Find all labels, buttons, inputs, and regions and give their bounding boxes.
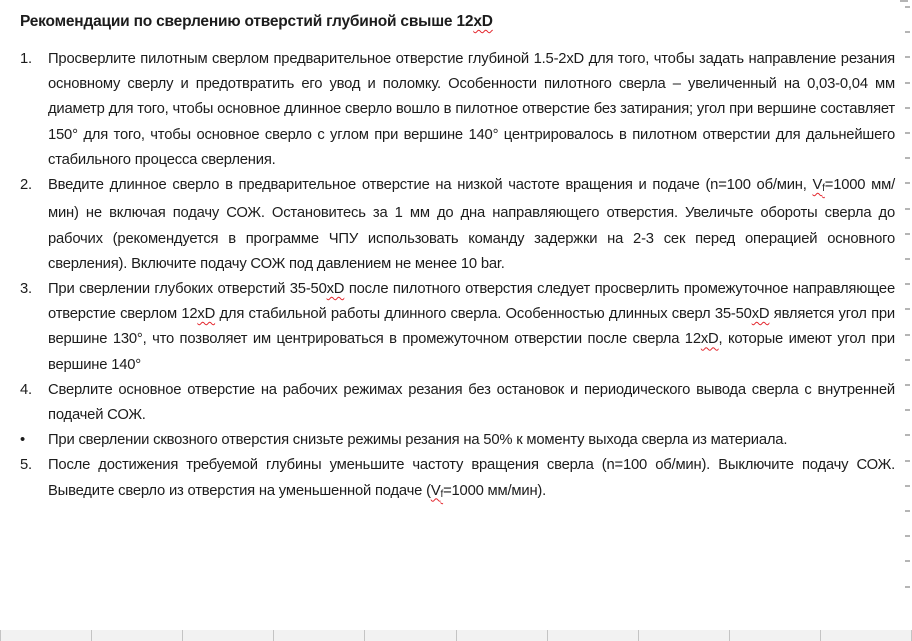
list-item xyxy=(20,378,895,428)
ruler-tick xyxy=(0,630,1,641)
edge-dash-mark xyxy=(905,283,910,285)
text-run: Введите длинное сверло в предварительное отверстие на низкой частоте вращения и подаче (n=100 об/мин, xyxy=(48,177,813,194)
edge-dash-mark xyxy=(905,535,910,537)
text-run: При сверлении сквозного отверстия снизьте режимы резания на 50% к моменту выхода сверла из материала. xyxy=(48,432,788,449)
edge-dash-mark xyxy=(905,334,910,336)
text-run: =1000 мм/мин). xyxy=(443,482,547,499)
spellcheck-flagged-text: xD xyxy=(473,13,493,30)
edge-dash-mark xyxy=(905,82,910,84)
text-run: , которые имеют угол при вершине 140° xyxy=(48,331,896,373)
number-marker: 4. xyxy=(20,381,32,398)
edge-dash-mark xyxy=(905,208,910,210)
text-run: Просверлите пилотным сверлом предварительное отверстие глубиной 1.5-2xD для того, чтобы задать направление резания основному сверлу и предотвратить его увод и поломку. Особенности пилотного сверла – увеличенный на 0,03-0,04 мм диаметр для того, чтобы основное длинное сверло вошло в пилотное отверстие без затирания; угол при вершине составляет 150° для того, чтобы основное сверло с углом при вершине 140° центрировалось в пилотном отверстии для дальнейшего стабильного процесса сверления. xyxy=(48,51,895,168)
ruler-tick xyxy=(638,630,639,641)
edge-dash-mark xyxy=(905,157,910,159)
recommendations-list xyxy=(20,47,895,507)
edge-dash-mark xyxy=(905,132,910,134)
edge-dash-mark xyxy=(905,31,910,33)
bottom-ruler-strip xyxy=(0,630,912,641)
spellcheck-flagged-text: V xyxy=(430,482,441,499)
text-run: Рекомендации по сверлению отверстий глубиной свыше 12 xyxy=(20,13,474,30)
text-run: для стабильной работы длинного сверла. Особенностью длинных сверл 35-50 xyxy=(215,306,752,323)
ruler-tick xyxy=(182,630,183,641)
number-marker: 2. xyxy=(20,177,32,194)
edge-dash-mark xyxy=(905,434,910,436)
list-item-text xyxy=(48,428,895,453)
spellcheck-flagged-text: xD xyxy=(197,306,216,323)
ruler-tick xyxy=(547,630,548,641)
list-item xyxy=(20,47,895,173)
spellcheck-flagged-text: xD xyxy=(700,331,719,348)
edge-dash-mark xyxy=(905,56,910,58)
list-item xyxy=(20,173,895,277)
list-item-text xyxy=(48,173,895,277)
number-marker: 3. xyxy=(20,281,32,298)
edge-dash-mark xyxy=(905,233,910,235)
number-marker: 1. xyxy=(20,51,32,67)
bullet-marker: • xyxy=(20,432,25,449)
edge-dash-mark xyxy=(905,510,910,512)
edge-dash-mark xyxy=(905,560,910,562)
edge-dash-mark xyxy=(905,6,910,8)
ruler-tick xyxy=(273,630,274,641)
spellcheck-flagged-text: f xyxy=(822,183,825,195)
spellcheck-flagged-text: f xyxy=(440,488,444,500)
text-run: является угол при вершине 130°, что позволяет им центрироваться в промежуточном отверстии после сверла 12 xyxy=(48,306,895,348)
edge-dash-mark xyxy=(905,258,910,260)
edge-dash-mark xyxy=(905,384,910,386)
edge-dash-mark xyxy=(905,107,910,109)
ruler-tick xyxy=(456,630,457,641)
top-right-corner-mark xyxy=(900,0,908,2)
ruler-tick xyxy=(364,630,365,641)
right-edge-marks xyxy=(902,0,912,629)
text-run: после пилотного отверстия следует просверлить промежуточное направляющее отверстие сверлом 12 xyxy=(48,281,895,323)
text-run: Сверлите основное отверстие на рабочих режимах резания без остановок и периодического вывода сверла с внутренней подачей СОЖ. xyxy=(48,381,895,424)
text-run: При сверлении глубоких отверстий 35-50 xyxy=(48,281,327,298)
edge-dash-mark xyxy=(905,409,910,411)
ruler-tick xyxy=(820,630,821,641)
spellcheck-flagged-text: V xyxy=(812,177,823,194)
text-run: =1000 мм/мин) не включая подачу СОЖ. Остановитесь за 1 мм до дна направляющего отверстия. Увеличьте обороты сверла до рабочих (рекомендуется в программе ЧПУ использовать команду задержки на 2-3 сек перед операцией основного сверления). Включите подачу СОЖ под давлением не менее 10 bar. xyxy=(48,177,895,272)
list-item-text xyxy=(48,47,895,173)
list-item xyxy=(20,277,895,378)
ruler-tick xyxy=(729,630,730,641)
number-marker: 5. xyxy=(20,457,32,474)
list-item-text xyxy=(48,453,895,507)
edge-dash-mark xyxy=(905,308,910,310)
spellcheck-flagged-text: xD xyxy=(751,306,770,323)
list-item xyxy=(20,453,895,507)
edge-dash-mark xyxy=(905,359,910,361)
text-run: После достижения требуемой глубины уменьшите частоту вращения сверла (n=100 об/мин). Выключите подачу СОЖ. Выведите сверло из отверстия на уменьшенной подаче ( xyxy=(48,457,895,499)
list-item xyxy=(20,428,895,453)
spellcheck-flagged-text: xD xyxy=(326,281,345,298)
edge-dash-mark xyxy=(905,586,910,588)
edge-dash-mark xyxy=(905,485,910,487)
list-item-text xyxy=(48,277,895,378)
ruler-tick xyxy=(91,630,92,641)
list-item-text xyxy=(48,378,895,428)
edge-dash-mark xyxy=(905,460,910,462)
edge-dash-mark xyxy=(905,182,910,184)
page-title xyxy=(20,10,895,34)
